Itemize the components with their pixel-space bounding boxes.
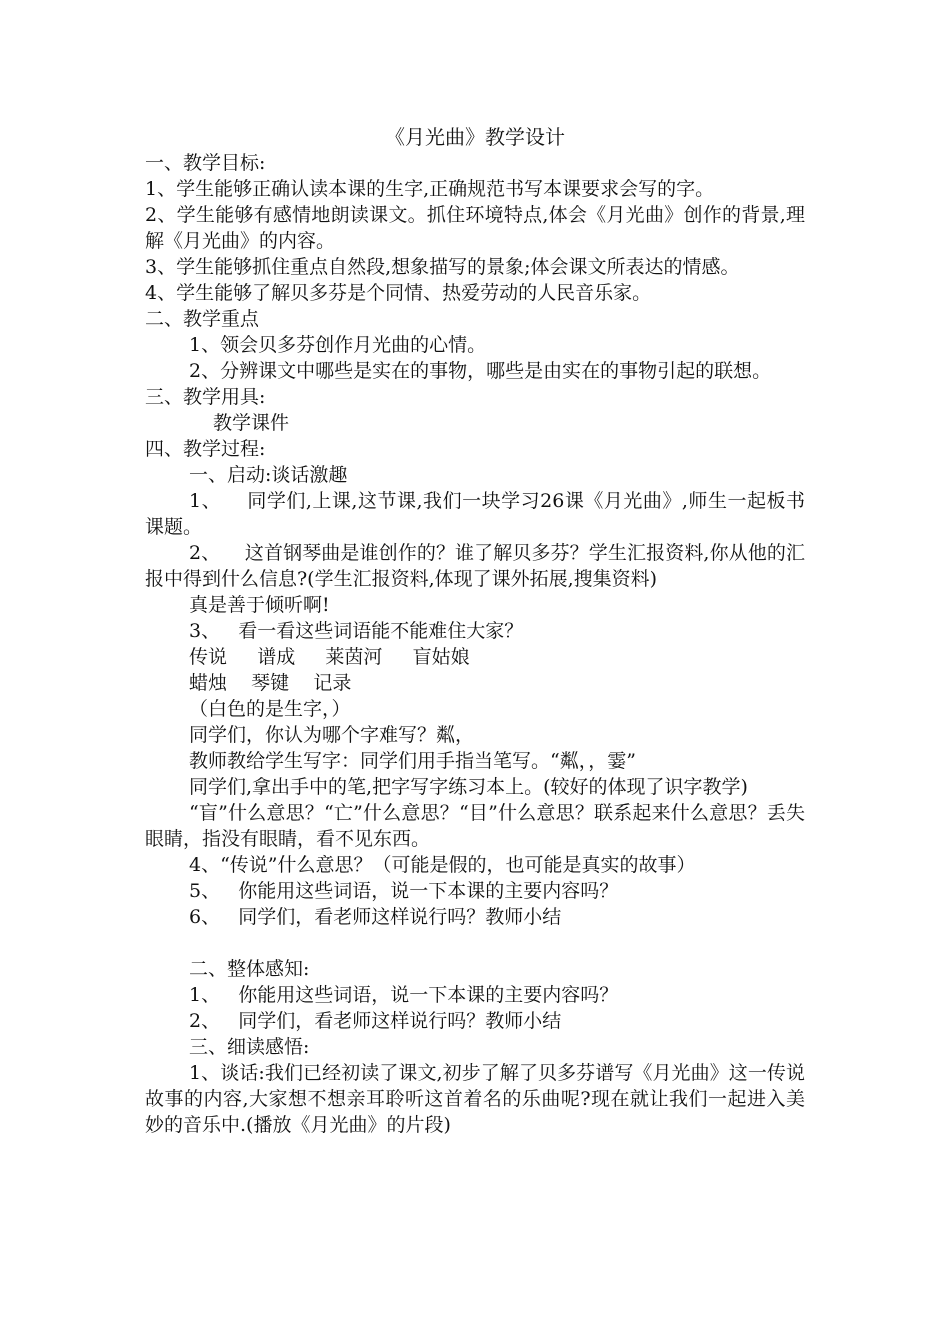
step-line: 6、 同学们，看老师这样说行吗？教师小结 [189,906,562,928]
document-title: 《月光曲》教学设计 [385,125,565,149]
focus-item: 1、领会贝多芬创作月光曲的心情。 [189,334,487,356]
vocab-line: 蜡烛 琴键 记录 [189,672,352,694]
step-line: 真是善于倾听啊! [189,594,330,616]
goal-item: 1、学生能够正确认读本课的生字,正确规范书写本课要求会写的字。 [145,178,715,200]
step-line: 同学们，你认为哪个字难写？粼， [189,724,475,746]
vocab-line: 传说 谱成 莱茵河 盲姑娘 [189,646,470,668]
step-line: （白色的是生字，） [189,698,351,720]
section-heading-process: 四、教学过程: [145,438,266,460]
section-heading-focus: 二、教学重点 [145,308,260,330]
focus-item: 2、分辨课文中哪些是实在的事物，哪些是由实在的事物引起的联想。 [189,360,772,382]
section-heading-goals: 一、教学目标: [145,152,266,174]
document-body [145,150,805,1138]
step-line: 教师教给学生写字：同学们用手指当笔写。“粼，，霎” [189,750,636,772]
goal-item: 2、学生能够有感情地朗读课文。抓住环境特点,体会《月光曲》创作的背景,理解《月光曲》的内容。 [145,204,805,252]
step-heading: 三、细读感悟: [189,1036,310,1058]
step-line: 5、 你能用这些词语，说一下本课的主要内容吗？ [189,880,619,902]
step-line: 同学们,拿出手中的笔,把字写字练习本上。(较好的体现了识字教学) [189,776,748,798]
step-line: 2、 同学们，看老师这样说行吗？教师小结 [189,1010,562,1032]
section-heading-tools: 三、教学用具: [145,386,266,408]
tools-item: 教学课件 [213,412,290,434]
step-line: 2、 这首钢琴曲是谁创作的？谁了解贝多芬？学生汇报资料,你从他的汇报中得到什么信息?(学生汇报资料,体现了课外拓展,搜集资料) [145,542,805,590]
blank-line [145,930,805,956]
step-line: 1、 同学们,上课,这节课,我们一块学习26课《月光曲》,师生一起板书课题。 [145,490,805,538]
step-line: 1、谈话:我们已经初读了课文,初步了解了贝多芬谱写《月光曲》这一传说故事的内容,大家想不想亲耳聆听这首着名的乐曲呢?现在就让我们一起进入美妙的音乐中.(播放《月光曲》的片段) [145,1062,805,1136]
step-line: 3、 看一看这些词语能不能难住大家？ [189,620,524,642]
step-line: 4、“传说”什么意思？（可能是假的，也可能是真实的故事） [189,854,696,876]
step-line: “盲”什么意思？“亡”什么意思？“目”什么意思？联系起来什么意思？丢失眼睛，指没有眼睛，看不见东西。 [145,802,805,850]
goal-item: 3、学生能够抓住重点自然段,想象描写的景象;体会课文所表达的情感。 [145,256,740,278]
step-heading: 一、启动:谈话激趣 [189,464,348,486]
goal-item: 4、学生能够了解贝多芬是个同情、热爱劳动的人民音乐家。 [145,282,652,304]
step-heading: 二、整体感知: [189,958,310,980]
step-line: 1、 你能用这些词语，说一下本课的主要内容吗？ [189,984,619,1006]
